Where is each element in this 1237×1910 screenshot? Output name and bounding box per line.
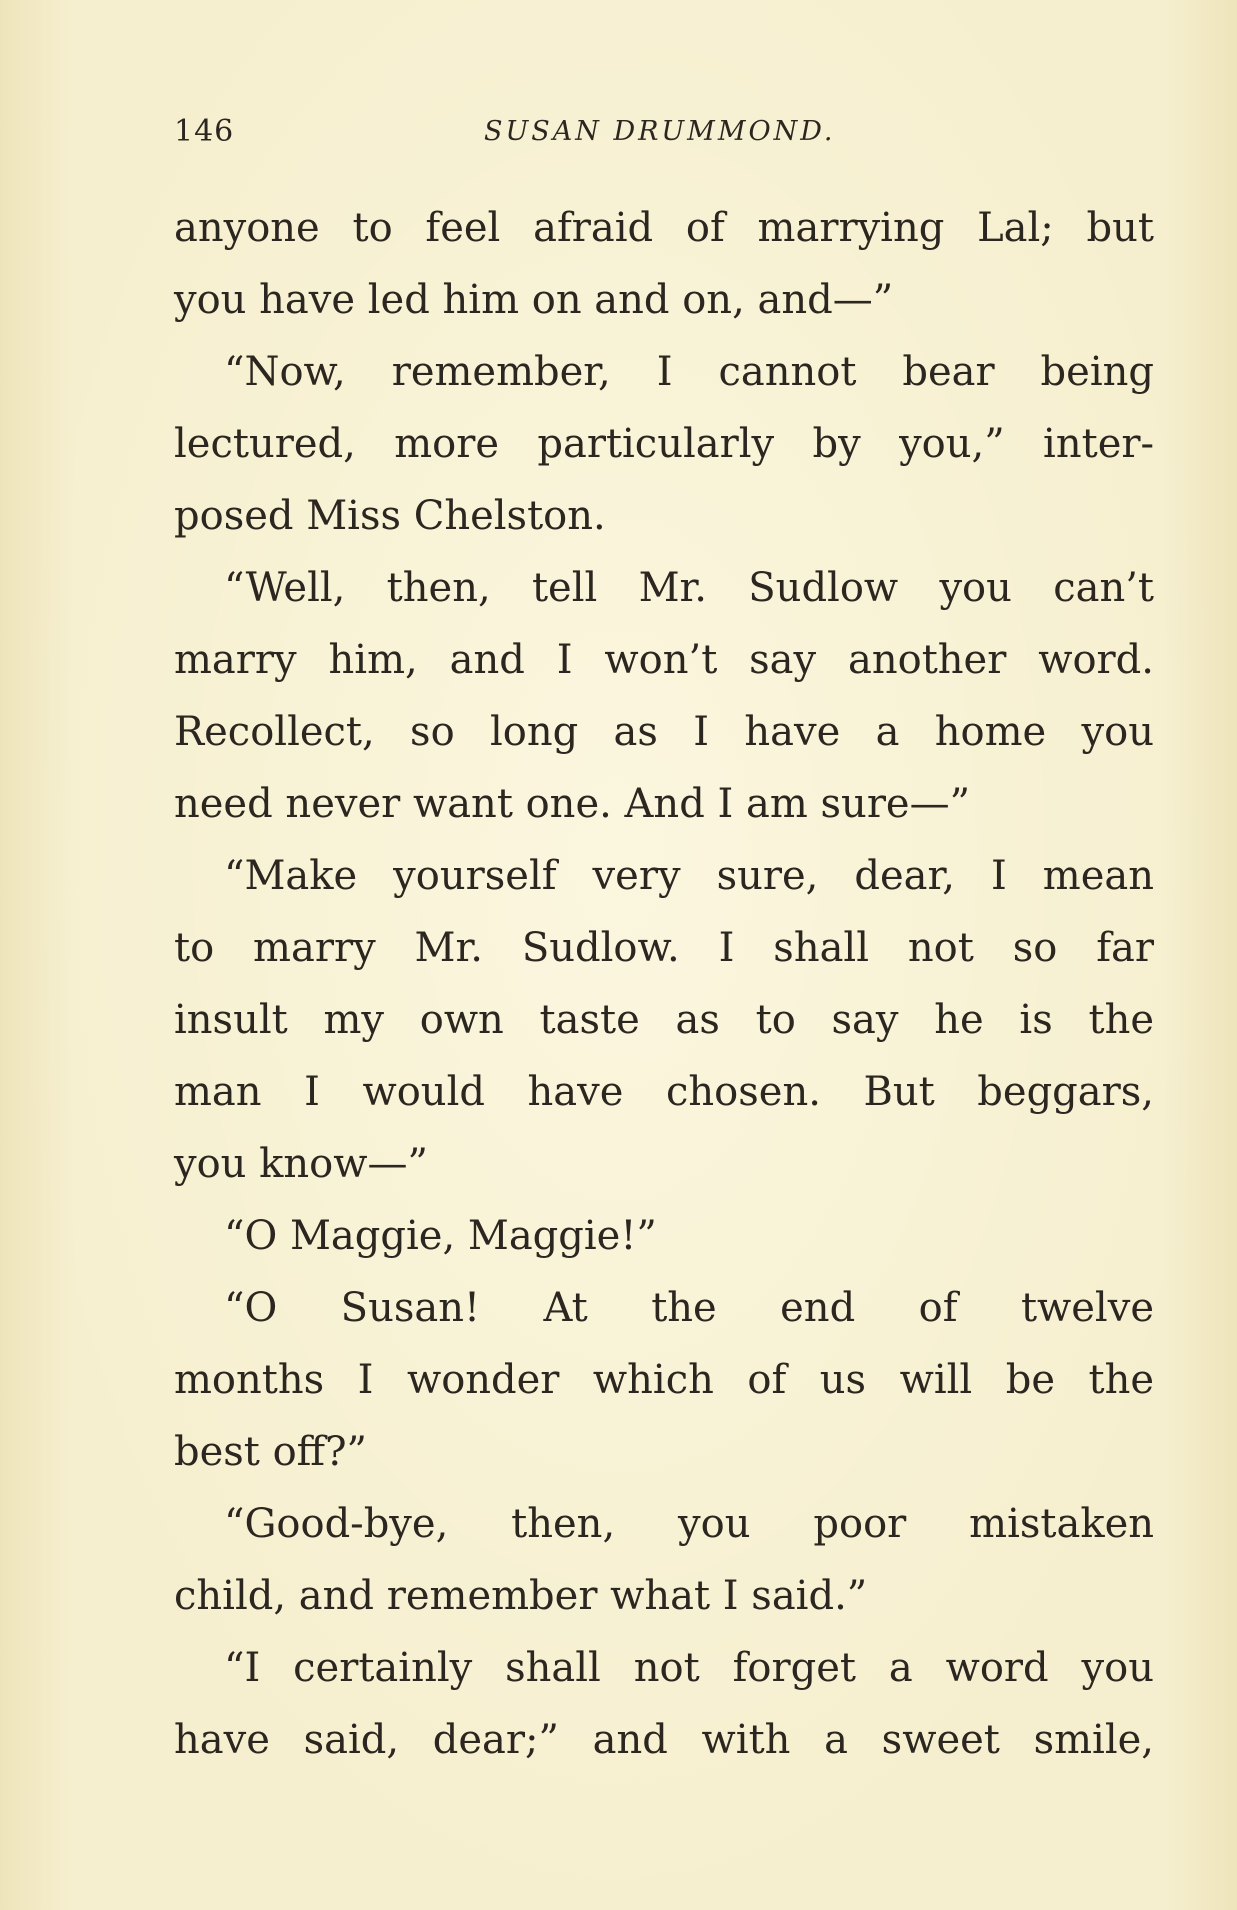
- text-line: “Make yourself very sure, dear, I mean: [224, 853, 1154, 899]
- text-line: anyone to feel afraid of marrying Lal; but: [174, 205, 1154, 251]
- page-number: 146: [174, 114, 235, 149]
- text-line: child, and remember what I said.”: [174, 1573, 868, 1619]
- text-line: have said, dear;” and with a sweet smile,: [174, 1717, 1154, 1763]
- text-line: “O Susan! At the end of twelve: [224, 1285, 1154, 1331]
- text-line: “Good-bye, then, you poor mistaken: [224, 1501, 1154, 1547]
- body-text: [174, 192, 1154, 1776]
- text-line: lectured, more particularly by you,” inter-: [174, 421, 1154, 467]
- text-line: best off?”: [174, 1429, 367, 1475]
- text-line: marry him, and I won’t say another word.: [174, 637, 1154, 683]
- text-line: “Well, then, tell Mr. Sudlow you can’t: [224, 565, 1154, 611]
- text-line: months I wonder which of us will be the: [174, 1357, 1154, 1403]
- text-line: you know—”: [174, 1141, 428, 1187]
- text-line: Recollect, so long as I have a home you: [174, 709, 1154, 755]
- text-line: need never want one. And I am sure—”: [174, 781, 971, 827]
- text-line: man I would have chosen. But beggars,: [174, 1069, 1154, 1115]
- text-line: you have led him on and on, and—”: [174, 277, 894, 323]
- text-line: to marry Mr. Sudlow. I shall not so far: [174, 925, 1154, 971]
- running-title: SUSAN DRUMMOND.: [484, 116, 836, 147]
- running-head: [174, 114, 1146, 158]
- text-line: insult my own taste as to say he is the: [174, 997, 1154, 1043]
- text-line: “I certainly shall not forget a word you: [224, 1645, 1154, 1691]
- text-line: posed Miss Chelston.: [174, 493, 606, 539]
- text-line: “Now, remember, I cannot bear being: [224, 349, 1154, 395]
- text-line: “O Maggie, Maggie!”: [224, 1213, 657, 1259]
